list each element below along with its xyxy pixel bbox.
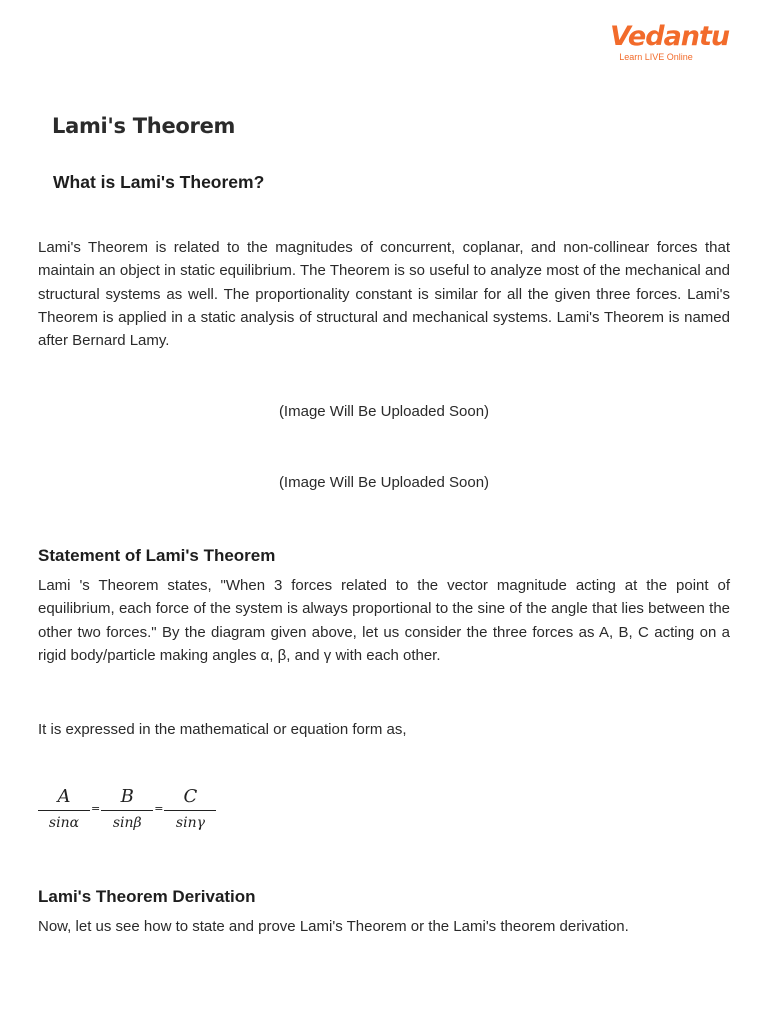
vedantu-logo[interactable] [610, 20, 730, 62]
section-heading-statement: Statement of Lami's Theorem [38, 546, 276, 565]
expressed-paragraph: It is expressed in the mathematical or equation form as, [38, 721, 407, 738]
denominator-a: sinα [48, 815, 80, 831]
page-title: Lami's Theorem [52, 114, 236, 138]
lami-equation [38, 786, 216, 833]
numerator-c: C [164, 786, 216, 811]
fraction-c [164, 786, 216, 833]
numerator-b: B [101, 786, 153, 811]
image-placeholder-2: (Image Will Be Uploaded Soon) [278, 474, 490, 491]
equals-sign: = [91, 802, 101, 815]
denominator-c: sinγ [175, 815, 205, 831]
denominator-b: sinβ [112, 815, 142, 831]
logo-wordmark: Vedantu [610, 21, 730, 52]
equals-sign: = [154, 802, 164, 815]
fraction-b [101, 786, 153, 833]
image-placeholder-1: (Image Will Be Uploaded Soon) [278, 403, 490, 420]
numerator-a: A [38, 786, 90, 811]
section-heading-derivation: Lami's Theorem Derivation [38, 887, 256, 906]
logo-tagline: Learn LIVE Online [619, 52, 693, 62]
fraction-a [38, 786, 90, 833]
intro-paragraph: Lami's Theorem is related to the magnitudes of concurrent, coplanar, and non-collinear forces that maintain an object in static equilibrium. The Theorem is so useful to analyze most of the mechanical and structural systems as well. The proportionality constant is similar for all the given three forces. Lami's Theorem is applied in a static analysis of structural and mechanical systems. Lami's Theorem is named after Bernard Lamy. [38, 239, 730, 350]
derivation-paragraph: Now, let us see how to state and prove Lami's Theorem or the Lami's theorem derivation. [38, 918, 629, 935]
section-heading-what: What is Lami's Theorem? [53, 172, 265, 192]
statement-paragraph: Lami 's Theorem states, "When 3 forces related to the vector magnitude acting at the point of equilibrium, each force of the system is always proportional to the sine of the angle that lies between the other two forces." By the diagram given above, let us consider the three forces as A, B, C acting on a rigid body/particle making angles α, β, and γ with each other. [38, 577, 730, 664]
